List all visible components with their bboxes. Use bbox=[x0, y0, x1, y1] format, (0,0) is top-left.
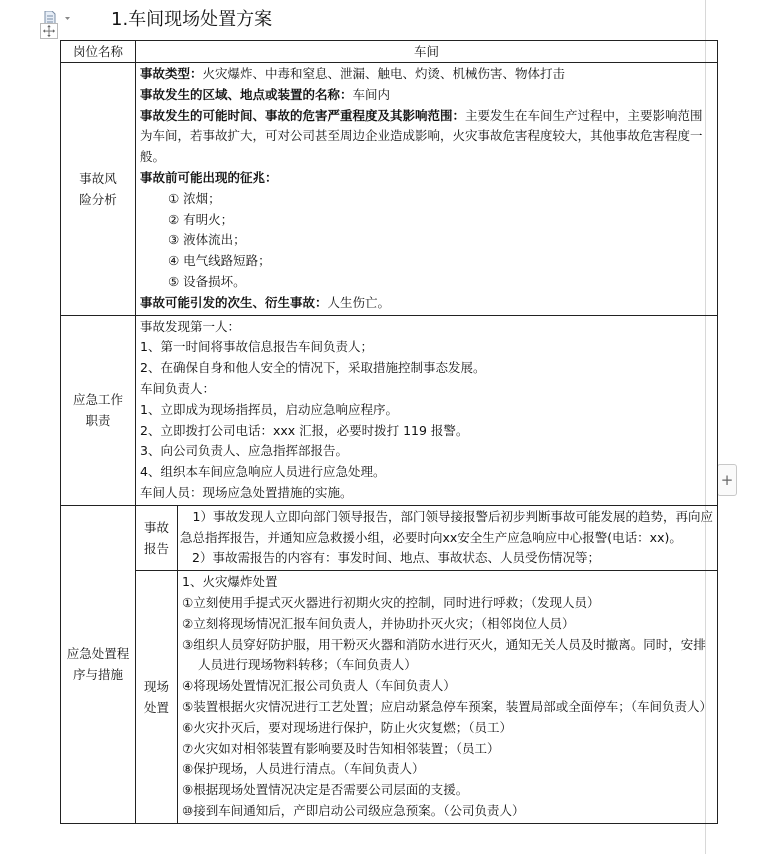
onsite-step: ⑨根据现场处置情况决定是否需要公司层面的支援。 bbox=[182, 782, 469, 798]
duties-content bbox=[136, 315, 718, 505]
duty-line: 3、向公司负责人、应急指挥部报告。 bbox=[140, 443, 348, 459]
onsite-step: ⑦火灾如对相邻装置有影响要及时告知相邻装置；（员工） bbox=[182, 740, 500, 756]
onsite-label: 现场处置 bbox=[136, 571, 178, 824]
risk-analysis-row bbox=[61, 63, 718, 316]
duties-label: 应急工作职责 bbox=[61, 315, 136, 505]
onsite-step: ②立刻将现场情况汇报车间负责人，并协助扑灭火灾；（相邻岗位人员） bbox=[182, 615, 575, 631]
sign-item: ③ 液体流出； bbox=[168, 232, 246, 248]
accident-signs-heading: 事故前可能出现的征兆： bbox=[140, 169, 278, 185]
duty-line: 2、在确保自身和他人安全的情况下，采取措施控制事态发展。 bbox=[140, 360, 486, 376]
onsite-step: ⑩接到车间通知后，产即启动公司级应急预案。（公司负责人） bbox=[182, 802, 525, 818]
duty-line: 2、立即拨打公司电话：xxx 汇报，必要时拨打 119 报警。 bbox=[140, 422, 469, 438]
accident-area-line: 事故发生的区域、地点或装置的名称：车间内 bbox=[140, 86, 391, 102]
risk-analysis-content bbox=[136, 63, 718, 316]
duty-line: 车间负责人： bbox=[140, 380, 216, 396]
duty-line: 事故发现第一人： bbox=[140, 318, 241, 334]
report-item: 1）事故发现人立即向部门领导报告，部门领导接报警后初步判断事故可能发展的趋势，再向应急总指挥报告，并通知应急救援小组，必要时向xx安全生产应急响应中心报警(电话：xx)。 bbox=[180, 508, 713, 545]
accident-type-line: 事故类型：火灾爆炸、中毒和窒息、泄漏、触电、灼烫、机械伤害、物体打击 bbox=[140, 66, 566, 81]
procedure-label: 应急处置程序与措施 bbox=[61, 505, 136, 823]
sign-item: ④ 电气线路短路； bbox=[168, 253, 271, 269]
risk-analysis-label: 事故风险分析 bbox=[61, 63, 136, 316]
sign-item: ⑤ 设备损坏。 bbox=[168, 273, 246, 289]
header-row bbox=[61, 41, 718, 63]
onsite-heading: 1、火灾爆炸处置 bbox=[182, 574, 278, 590]
duty-line: 1、第一时间将事故信息报告车间负责人； bbox=[140, 339, 373, 355]
onsite-row bbox=[61, 571, 718, 824]
onsite-step: ⑧保护现场，人员进行清点。（车间负责人） bbox=[182, 761, 425, 777]
sign-item: ① 浓烟； bbox=[168, 190, 221, 206]
onsite-step: ①立刻使用手提式灭火器进行初期火灾的控制，同时进行呼救；（发现人员） bbox=[182, 594, 600, 610]
accident-impact-paragraph: 事故发生的可能时间、事故的危害严重程度及其影响范围：主要发生在车间生产过程中，主要影响范围为车间，若事故扩大，可对公司甚至周边企业造成影响，火灾事故危害程度较大，其他事故危害程度一般。 bbox=[140, 107, 703, 165]
duty-line: 1、立即成为现场指挥员，启动应急响应程序。 bbox=[140, 401, 398, 417]
onsite-step: ③组织人员穿好防护服，用干粉灭火器和消防水进行灭火，通知无关人员及时撤离。同时，安排人员进行现场物料转移；（车间负责人） bbox=[182, 636, 706, 673]
report-item: 2）事故需报告的内容有：事发时间、地点、事故状态、人员受伤情况等； bbox=[192, 550, 600, 566]
sign-item: ② 有明火； bbox=[168, 211, 234, 227]
document-title: 1.车间现场处置方案 bbox=[111, 9, 273, 30]
onsite-step: ⑥火灾扑灭后，要对现场进行保护，防止火灾复燃；（员工） bbox=[182, 719, 512, 735]
emergency-plan-table bbox=[60, 40, 718, 824]
report-content bbox=[178, 505, 718, 570]
report-label: 事故报告 bbox=[136, 505, 178, 570]
onsite-step: ⑤装置根据火灾情况进行工艺处置；应启动紧急停车预案，装置局部或全面停车；（车间负责人） bbox=[182, 698, 712, 714]
duty-line: 车间人员：现场应急处置措施的实施。 bbox=[140, 484, 353, 500]
onsite-step: ④将现场处置情况汇报公司负责人（车间负责人） bbox=[182, 678, 456, 694]
report-row bbox=[61, 505, 718, 570]
add-column-button[interactable]: + bbox=[717, 464, 737, 496]
onsite-content bbox=[178, 571, 718, 824]
secondary-accident-line: 事故可能引发的次生、衍生事故：人生伤亡。 bbox=[140, 294, 391, 310]
duty-line: 4、组织本车间应急响应人员进行应急处理。 bbox=[140, 464, 386, 480]
header-workshop: 车间 bbox=[136, 41, 718, 63]
table-move-handle-icon[interactable] bbox=[40, 23, 58, 39]
duties-row bbox=[61, 315, 718, 505]
header-position-name: 岗位名称 bbox=[61, 41, 136, 63]
